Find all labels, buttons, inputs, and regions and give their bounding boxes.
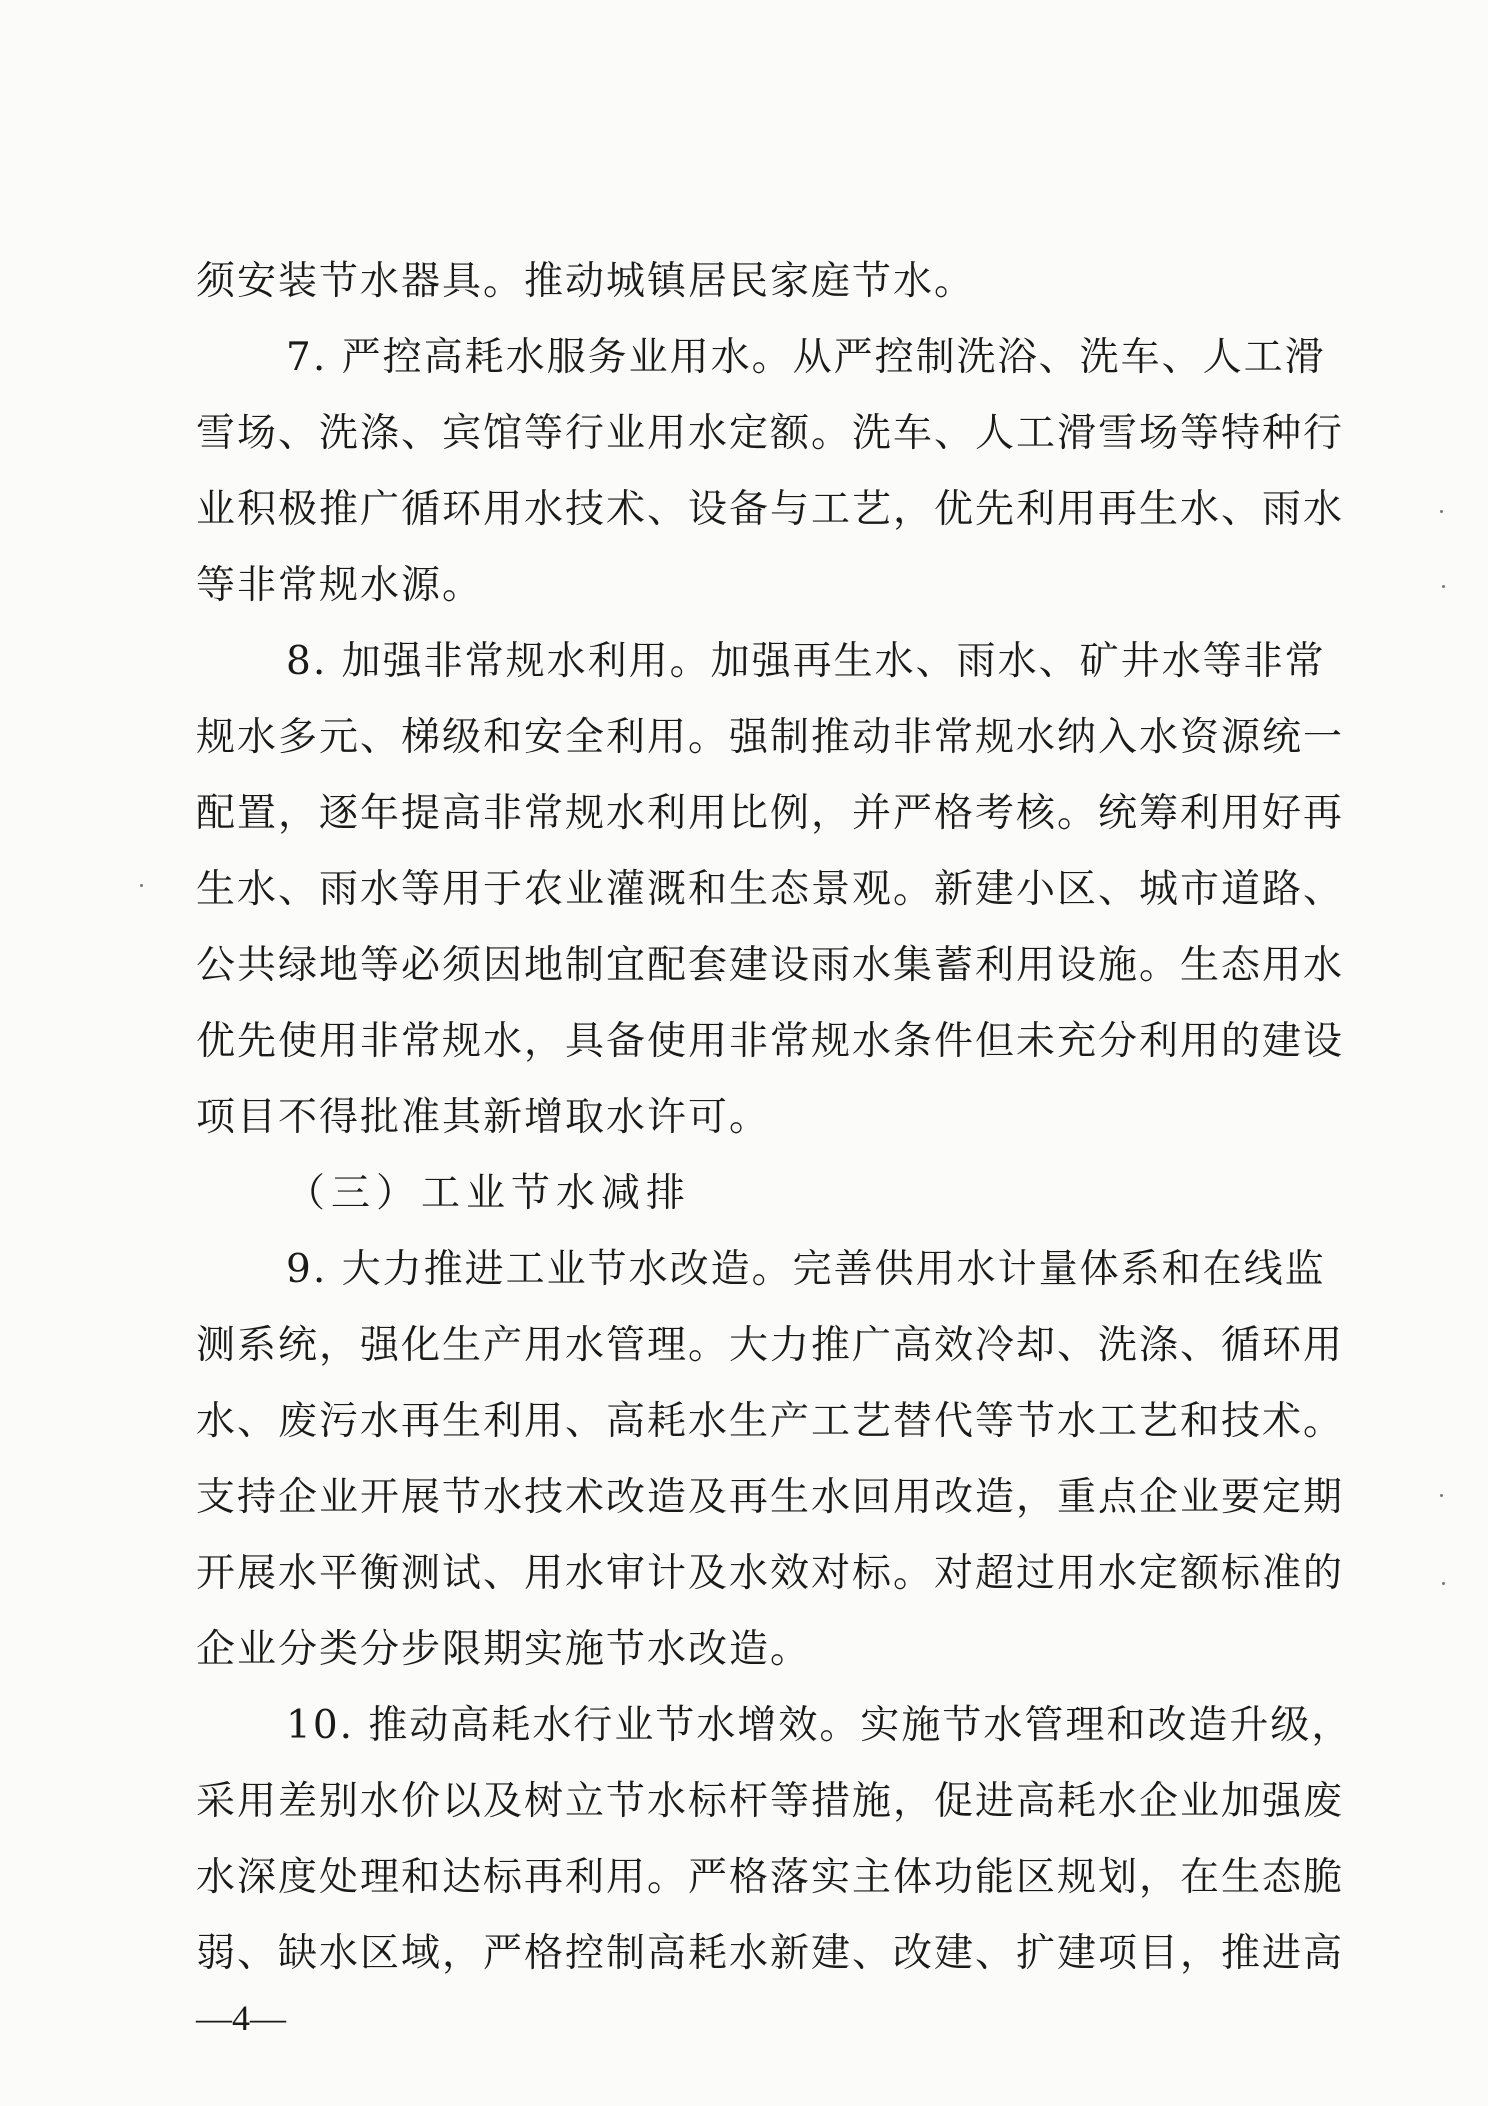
section-heading: （三）工业节水减排 (286, 1171, 692, 1216)
scan-speck (1440, 1494, 1443, 1497)
paragraph-7-line-3: 业积极推广循环用水技术、设备与工艺，优先利用再生水、雨水 (196, 487, 1345, 532)
paragraph-10-line-2: 采用差别水价以及树立节水标杆等措施，促进高耗水企业加强废 (196, 1779, 1345, 1824)
paragraph-7-line-4: 等非常规水源。 (196, 563, 484, 608)
page-number: —4— (196, 1998, 286, 2038)
paragraph-8-line-5: 公共绿地等必须因地制宜配套建设雨水集蓄利用设施。生态用水 (196, 943, 1345, 988)
scan-speck (1440, 510, 1443, 513)
scan-speck (140, 884, 143, 887)
paragraph-9-line-1: 9. 大力推进工业节水改造。完善供用水计量体系和在线监 (286, 1247, 1326, 1292)
paragraph-8-line-3: 配置，逐年提高非常规水利用比例，并严格考核。统筹利用好再 (196, 791, 1345, 836)
paragraph-9-line-4: 支持企业开展节水技术改造及再生水回用改造，重点企业要定期 (196, 1475, 1345, 1520)
paragraph-7-line-1: 7. 严控高耗水服务业用水。从严控制洗浴、洗车、人工滑 (286, 335, 1326, 380)
paragraph-8-line-6: 优先使用非常规水，具备使用非常规水条件但未充分利用的建设 (196, 1019, 1345, 1064)
paragraph-9-line-5: 开展水平衡测试、用水审计及水效对标。对超过用水定额标准的 (196, 1551, 1345, 1596)
paragraph-8-line-1: 8. 加强非常规水利用。加强再生水、雨水、矿井水等非常 (286, 639, 1326, 684)
paragraph-10-line-4: 弱、缺水区域，严格控制高耗水新建、改建、扩建项目，推进高 (196, 1931, 1345, 1976)
paragraph-8-line-2: 规水多元、梯级和安全利用。强制推动非常规水纳入水资源统一 (196, 715, 1345, 760)
scan-speck (1442, 585, 1445, 588)
paragraph-8-line-4: 生水、雨水等用于农业灌溉和生态景观。新建小区、城市道路、 (196, 867, 1345, 912)
paragraph-10-line-3: 水深度处理和达标再利用。严格落实主体功能区规划，在生态脆 (196, 1855, 1345, 1900)
paragraph-7-line-2: 雪场、洗涤、宾馆等行业用水定额。洗车、人工滑雪场等特种行 (196, 411, 1345, 456)
scan-speck (1442, 1582, 1445, 1585)
paragraph-9-line-3: 水、废污水再生利用、高耗水生产工艺替代等节水工艺和技术。 (196, 1399, 1345, 1444)
paragraph-0-line-1: 须安装节水器具。推动城镇居民家庭节水。 (196, 259, 976, 304)
paragraph-8-line-7: 项目不得批准其新增取水许可。 (196, 1095, 771, 1140)
paragraph-9-line-2: 测系统，强化生产用水管理。大力推广高效冷却、洗涤、循环用 (196, 1323, 1345, 1368)
paragraph-9-line-6: 企业分类分步限期实施节水改造。 (196, 1627, 812, 1672)
paragraph-10-line-1: 10. 推动高耗水行业节水增效。实施节水管理和改造升级， (286, 1703, 1353, 1748)
